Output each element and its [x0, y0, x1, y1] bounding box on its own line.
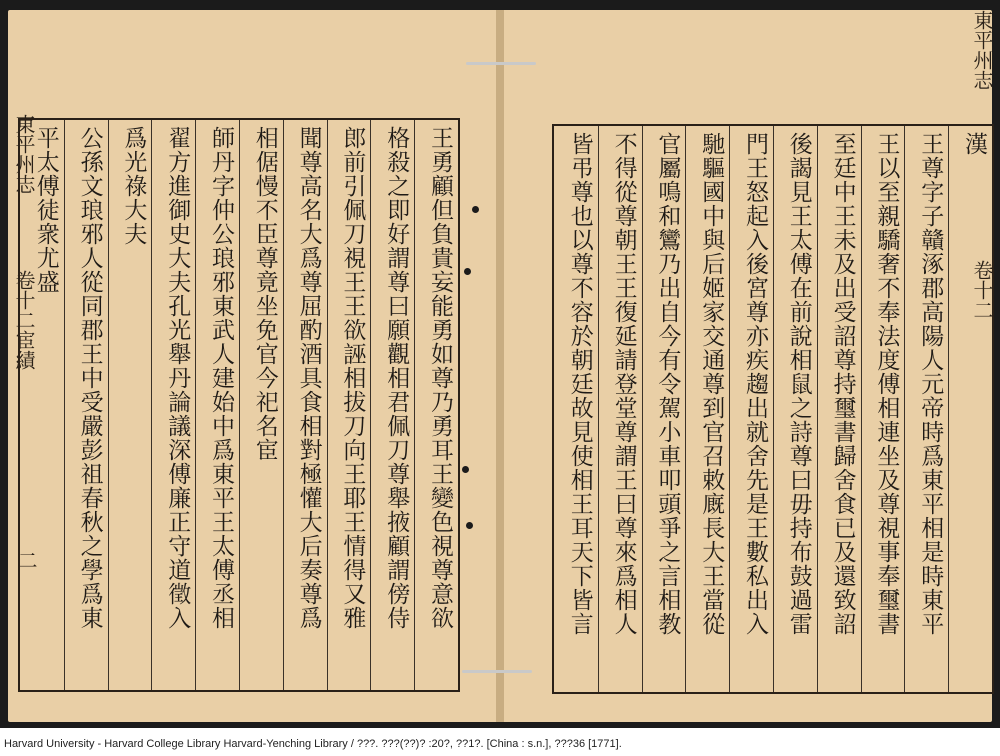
binding-hole: [466, 522, 473, 529]
column-rule: [239, 120, 240, 690]
text-column: 漢: [960, 132, 987, 156]
text-column: 相倨慢不臣尊竟坐免官今祀名宦: [251, 126, 278, 462]
column-rule: [861, 126, 862, 692]
text-column: 平太傅徒衆尤盛: [32, 126, 59, 294]
binding-stitch-top: [466, 62, 536, 65]
column-rule: [64, 120, 65, 690]
text-column: 郎前引佩刀視王王欲誣相拔刀向王耶王情得又雅: [339, 126, 366, 630]
binding-hole: [462, 466, 469, 473]
right-margin-chapter: 卷十二: [970, 260, 994, 320]
left-margin-title: 東平州志: [12, 114, 36, 194]
column-rule: [370, 120, 371, 690]
left-margin-chapter: 卷十二宦績: [12, 270, 36, 370]
column-rule: [598, 126, 599, 692]
left-text-frame: [18, 118, 460, 692]
text-column: 爲光祿大夫: [120, 126, 147, 246]
column-rule: [685, 126, 686, 692]
binding-stitch-bottom: [462, 670, 532, 673]
column-rule: [283, 120, 284, 690]
binding-hole: [472, 206, 479, 213]
column-rule: [817, 126, 818, 692]
text-column: 王尊字子贛涿郡高陽人元帝時爲東平相是時東平: [917, 132, 944, 636]
text-column: 後謁見王太傅在前說相鼠之詩尊曰毋持布鼓過雷: [785, 132, 812, 636]
text-column: 馳驅國中與后姬家交通尊到官召敕廐長大王當從: [698, 132, 725, 636]
column-rule: [904, 126, 905, 692]
text-column: 格殺之即好謂尊曰願觀相君佩刀尊舉掖顧謂傍侍: [383, 126, 410, 630]
column-rule: [414, 120, 415, 690]
text-column: 皆弔尊也以尊不容於朝廷故見使相王耳天下皆言: [566, 132, 593, 636]
left-margin-page-number: 二: [14, 550, 38, 570]
text-column: 師丹字仲公琅邪東武人建始中爲東平王太傅丞相: [207, 126, 234, 630]
column-rule: [729, 126, 730, 692]
column-rule: [642, 126, 643, 692]
left-page: [8, 10, 496, 722]
text-column: 門王怒起入後宮尊亦疾趨出就舍先是王數私出入: [741, 132, 768, 636]
text-column: 王勇顧但負貴妄能勇如尊乃勇耳王變色視尊意欲: [426, 126, 453, 630]
right-page: [504, 10, 992, 722]
text-column: 聞尊高名大爲尊屈酌酒具食相對極懽大后奏尊爲: [295, 126, 322, 630]
text-column: 官屬鳴和鸞乃出自今有令駕小車叩頭爭之言相教: [654, 132, 681, 636]
text-column: 公孫文琅邪人從同郡王中受嚴彭祖春秋之學爲東: [76, 126, 103, 630]
column-rule: [195, 120, 196, 690]
column-rule: [327, 120, 328, 690]
column-rule: [108, 120, 109, 690]
text-column: 至廷中王未及出受詔尊持璽書歸舍食已及還致詔: [829, 132, 856, 636]
column-rule: [151, 120, 152, 690]
library-attribution: Harvard University - Harvard College Library Harvard-Yenching Library / ???. ???(??)? :20?, ??1?. [China : s.n.], ???36 [1771].: [4, 738, 622, 750]
text-column: 不得從尊朝王王復延請登堂尊謂王曰尊來爲相人: [610, 132, 637, 636]
book-gutter: [496, 10, 504, 722]
column-rule: [773, 126, 774, 692]
right-text-frame: [552, 124, 994, 694]
text-column: 王以至親驕奢不奉法度傅相連坐及尊視事奉璽書: [873, 132, 900, 636]
right-margin-title: 東平州志: [970, 10, 994, 90]
binding-hole: [464, 268, 471, 275]
text-column: 翟方進御史大夫孔光舉丹論議深傅廉正守道徵入: [164, 126, 191, 630]
column-rule: [948, 126, 949, 692]
